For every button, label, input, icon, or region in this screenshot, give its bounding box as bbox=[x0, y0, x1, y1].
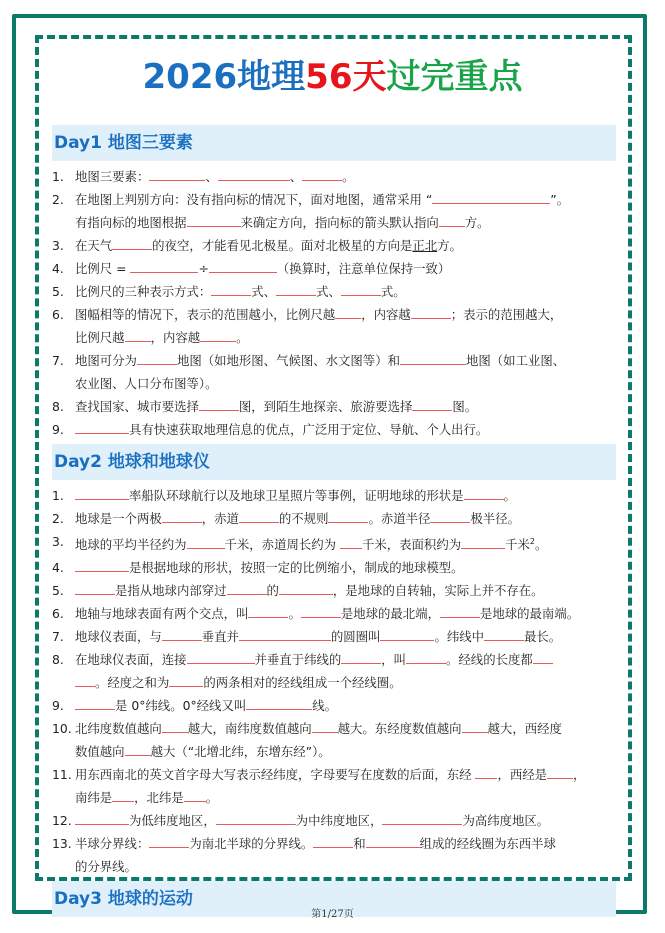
fill-blank[interactable] bbox=[279, 580, 333, 595]
list-item: 4. 是根据地球的形状，按照一定的比例缩小，制成的地球模型。 bbox=[52, 556, 616, 579]
fill-blank[interactable] bbox=[75, 810, 129, 825]
fill-blank[interactable] bbox=[406, 649, 446, 664]
page-title bbox=[0, 57, 665, 97]
fill-blank[interactable] bbox=[462, 718, 488, 733]
fill-blank[interactable] bbox=[313, 833, 353, 848]
fill-blank[interactable] bbox=[335, 304, 361, 319]
list-item: 11. 用东西南北的英文首字母大写表示经纬度，字母要写在度数的后面，东经 ，西经是 ， 南纬是 ，北纬是 。 bbox=[52, 763, 616, 809]
fill-blank[interactable] bbox=[137, 350, 177, 365]
fill-blank[interactable] bbox=[302, 166, 342, 181]
fill-blank[interactable] bbox=[125, 327, 151, 342]
fill-blank[interactable] bbox=[184, 787, 206, 802]
fill-blank[interactable] bbox=[187, 212, 241, 227]
fill-blank[interactable] bbox=[533, 649, 553, 664]
list-item: 12. 为低纬度地区， 为中纬度地区， 为高纬度地区。 bbox=[52, 809, 616, 832]
fill-blank[interactable] bbox=[432, 189, 550, 204]
fill-blank[interactable] bbox=[412, 396, 452, 411]
fill-blank[interactable] bbox=[246, 695, 312, 710]
list-item: 6. 地轴与地球表面有两个交点，叫 。 是地球的最北端， 是地球的最南端。 bbox=[52, 602, 616, 625]
fill-blank[interactable] bbox=[430, 508, 470, 523]
content bbox=[52, 125, 616, 921]
fill-blank[interactable] bbox=[187, 534, 225, 549]
fill-blank[interactable] bbox=[301, 603, 341, 618]
fill-blank[interactable] bbox=[340, 534, 362, 549]
fill-blank[interactable] bbox=[484, 626, 524, 641]
title-part-year-subject: 2026地理 bbox=[142, 57, 306, 97]
list-item: 2. 地球是一个两极 ，赤道 的不规则 。赤道半径 极半径。 bbox=[52, 507, 616, 530]
fill-blank[interactable] bbox=[248, 603, 288, 618]
section-header-day1: Day1 地图三要素 bbox=[52, 125, 616, 161]
fill-blank[interactable] bbox=[162, 718, 188, 733]
list-item: 9. 具有快速获取地理信息的优点，广泛用于定位、导航、个人出行。 bbox=[52, 418, 616, 441]
fill-blank[interactable] bbox=[187, 649, 255, 664]
list-item: 4. 比例尺 = ÷ （换算时，注意单位保持一致） bbox=[52, 257, 616, 280]
fill-blank[interactable] bbox=[75, 485, 129, 500]
fill-blank[interactable] bbox=[461, 534, 505, 549]
fill-blank[interactable] bbox=[149, 166, 205, 181]
fill-blank[interactable] bbox=[218, 166, 290, 181]
fill-blank[interactable] bbox=[227, 580, 267, 595]
fill-blank[interactable] bbox=[162, 508, 202, 523]
page-number: 第1/27页 bbox=[311, 909, 354, 920]
list-item: 6. 图幅相等的情况下，表示的范围越小，比例尺越 ，内容越 ；表示的范围越大， 比例尺越 ，内容越 。 bbox=[52, 303, 616, 349]
list-item: 1. 地图三要素： 、 、 。 bbox=[52, 165, 616, 188]
title-part-goal: 过完重点 bbox=[386, 57, 523, 97]
section-header-day2: Day2 地球和地球仪 bbox=[52, 444, 616, 480]
list-item: 5. 比例尺的三种表示方式： 式、 式、 式。 bbox=[52, 280, 616, 303]
list-item: 1. 率船队环球航行以及地球卫星照片等事例，证明地球的形状是 。 bbox=[52, 484, 616, 507]
fill-blank[interactable] bbox=[366, 833, 420, 848]
fill-blank[interactable] bbox=[439, 212, 465, 227]
list-item: 9. 是 0°纬线。0°经线又叫 线。 bbox=[52, 694, 616, 717]
fill-blank[interactable] bbox=[130, 258, 198, 273]
fill-blank[interactable] bbox=[112, 787, 134, 802]
list-item: 13. 半球分界线： 为南北半球的分界线。 和 组成的经线圈为东西半球 的分界线。 bbox=[52, 832, 616, 878]
fill-blank[interactable] bbox=[125, 741, 151, 756]
fill-blank[interactable] bbox=[75, 580, 115, 595]
fill-blank[interactable] bbox=[200, 327, 236, 342]
fill-blank[interactable] bbox=[162, 626, 202, 641]
fill-blank[interactable] bbox=[341, 281, 381, 296]
fill-blank[interactable] bbox=[216, 810, 296, 825]
list-item: 3. 在天气 的夜空，才能看见北极星。面对北极星的方向是正北方。 bbox=[52, 234, 616, 257]
fill-blank[interactable] bbox=[239, 626, 331, 641]
fill-blank[interactable] bbox=[75, 672, 95, 687]
fill-blank[interactable] bbox=[400, 350, 466, 365]
fill-blank[interactable] bbox=[547, 764, 573, 779]
fill-blank[interactable] bbox=[149, 833, 189, 848]
list-item: 8. 查找国家、城市要选择 图，到陌生地探亲、旅游要选择 图。 bbox=[52, 395, 616, 418]
list-item: 8. 在地球仪表面，连接 并垂直于纬线的 ，叫 。经线的长度都 。经度之和为 的两条相对的经线组成一个经线圈。 bbox=[52, 648, 616, 694]
fill-blank[interactable] bbox=[209, 258, 277, 273]
fill-blank[interactable] bbox=[411, 304, 451, 319]
list-item: 7. 地球仪表面，与 垂直并 的圆圈叫 。纬线中 最长。 bbox=[52, 625, 616, 648]
title-part-days: 56天 bbox=[305, 57, 387, 97]
fill-blank[interactable] bbox=[211, 281, 251, 296]
list-item: 3. 地球的平均半径约为 千米，赤道周长约为 千米，表面积约为 千米$^2$。 bbox=[52, 534, 548, 553]
fill-blank[interactable] bbox=[75, 695, 115, 710]
fill-blank[interactable] bbox=[312, 718, 338, 733]
fill-blank[interactable] bbox=[328, 508, 368, 523]
fill-blank[interactable] bbox=[75, 557, 129, 572]
fill-blank[interactable] bbox=[464, 485, 504, 500]
fill-blank[interactable] bbox=[199, 396, 239, 411]
fill-blank[interactable] bbox=[475, 764, 497, 779]
fill-blank[interactable] bbox=[382, 810, 462, 825]
list-item: 10. 北纬度数值越向 越大，南纬度数值越向 越大。东经度数值越向 越大，西经度 数值越向 越大（“北增北纬，东增东经”）。 bbox=[52, 717, 616, 763]
list-item: 7. 地图可分为 地图（如地形图、气候图、水文图等）和 地图（如工业图、 农业图、人口分布图等）。 bbox=[52, 349, 616, 395]
fill-blank[interactable] bbox=[380, 626, 434, 641]
fill-blank[interactable] bbox=[341, 649, 381, 664]
list-item: 5. 是指从地球内部穿过 的 ，是地球的自转轴，实际上并不存在。 bbox=[52, 579, 616, 602]
section-header-day3: Day3 地球的运动 bbox=[52, 881, 616, 917]
fill-blank[interactable] bbox=[276, 281, 316, 296]
fill-blank[interactable] bbox=[169, 672, 203, 687]
fill-blank[interactable] bbox=[112, 235, 152, 250]
fill-blank[interactable] bbox=[440, 603, 480, 618]
list-item: 2. 在地图上判别方向：没有指向标的情况下，面对地图，通常采用 “ ”。 有指向标的地图根据 来确定方向，指向标的箭头默认指向 方。 bbox=[52, 188, 616, 234]
fill-blank[interactable] bbox=[239, 508, 279, 523]
fill-blank[interactable] bbox=[75, 419, 129, 434]
